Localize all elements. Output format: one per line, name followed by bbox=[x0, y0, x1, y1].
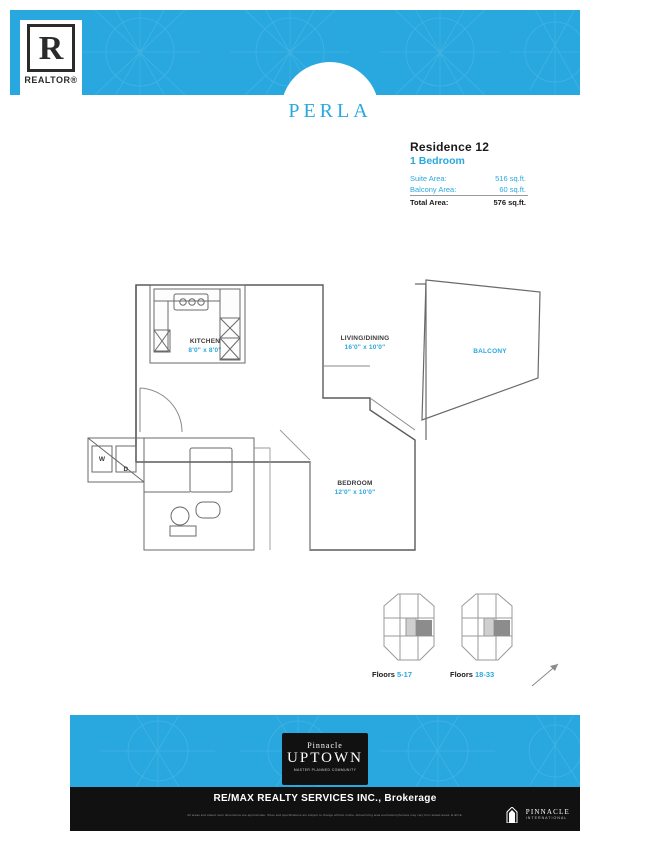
keyplan-group bbox=[372, 588, 548, 693]
realtor-r-icon: R bbox=[27, 24, 75, 72]
keyplan-caption-1: Floors 5-17 bbox=[372, 670, 413, 679]
table-row bbox=[410, 184, 528, 196]
keyplan-floors-18-33-icon bbox=[456, 588, 518, 666]
floorplan-drawing bbox=[70, 270, 550, 570]
bottom-banner bbox=[70, 715, 580, 787]
appliance-label-dryer: D bbox=[123, 466, 129, 473]
logo-main-text: UPTOWN bbox=[287, 750, 363, 766]
pinnacle-name: PINNACLE bbox=[525, 808, 570, 816]
area-table bbox=[410, 173, 528, 208]
table-row bbox=[410, 196, 528, 209]
residence-subtitle: 1 Bedroom bbox=[410, 155, 465, 167]
room-label-balcony: BALCONY bbox=[473, 348, 507, 355]
suite-area-value: 516 sq.ft. bbox=[495, 174, 526, 183]
pinnacle-sub: INTERNATIONAL bbox=[525, 815, 568, 820]
room-label-bedroom: BEDROOM 12'0" x 10'0" bbox=[334, 480, 376, 496]
room-label-living-dining: LIVING/DINING 16'0" x 10'0" bbox=[340, 335, 390, 351]
brokerage-name: RE/MAX REALTY SERVICES INC., Brokerage bbox=[213, 793, 437, 804]
pinnacle-international-logo bbox=[526, 809, 570, 821]
balcony-area-value: 60 sq.ft. bbox=[499, 185, 526, 194]
floorplan-svg-icon bbox=[70, 270, 550, 570]
total-area-value: 576 sq.ft. bbox=[478, 196, 528, 209]
footer-bar bbox=[70, 787, 580, 831]
realtor-badge bbox=[20, 20, 82, 95]
suite-area-label: Suite Area: bbox=[410, 174, 447, 183]
residence-info bbox=[410, 140, 530, 208]
logo-top-text: Pinnacle bbox=[307, 741, 343, 750]
residence-title: Residence 12 bbox=[410, 140, 490, 154]
room-label-kitchen: KITCHEN 8'0" x 8'0" bbox=[188, 338, 222, 354]
realtor-label: REALTOR® bbox=[24, 75, 78, 85]
balcony-area-label: Balcony Area: bbox=[410, 185, 457, 194]
north-arrow-icon bbox=[528, 660, 564, 690]
table-row bbox=[410, 173, 528, 184]
perla-logo-text: PERLA bbox=[288, 99, 372, 122]
logo-sub-text: MASTER PLANNED COMMUNITY bbox=[293, 768, 357, 772]
keyplan-floors-5-17-icon bbox=[378, 588, 440, 666]
perla-logo bbox=[281, 62, 379, 160]
pinnacle-uptown-logo bbox=[282, 733, 368, 785]
disclaimer-text: All areas and stated room dimensions are approximate. Sizes and specifications are subject to change without notice. Actual living area and balcony/terrace may vary from stated areas. E.&O.E. bbox=[187, 813, 463, 817]
total-area-label: Total Area: bbox=[410, 196, 478, 209]
keyplan-caption-2: Floors 18-33 bbox=[450, 670, 495, 679]
appliance-label-washer: W bbox=[98, 456, 106, 463]
pinnacle-mark-icon bbox=[506, 807, 518, 823]
